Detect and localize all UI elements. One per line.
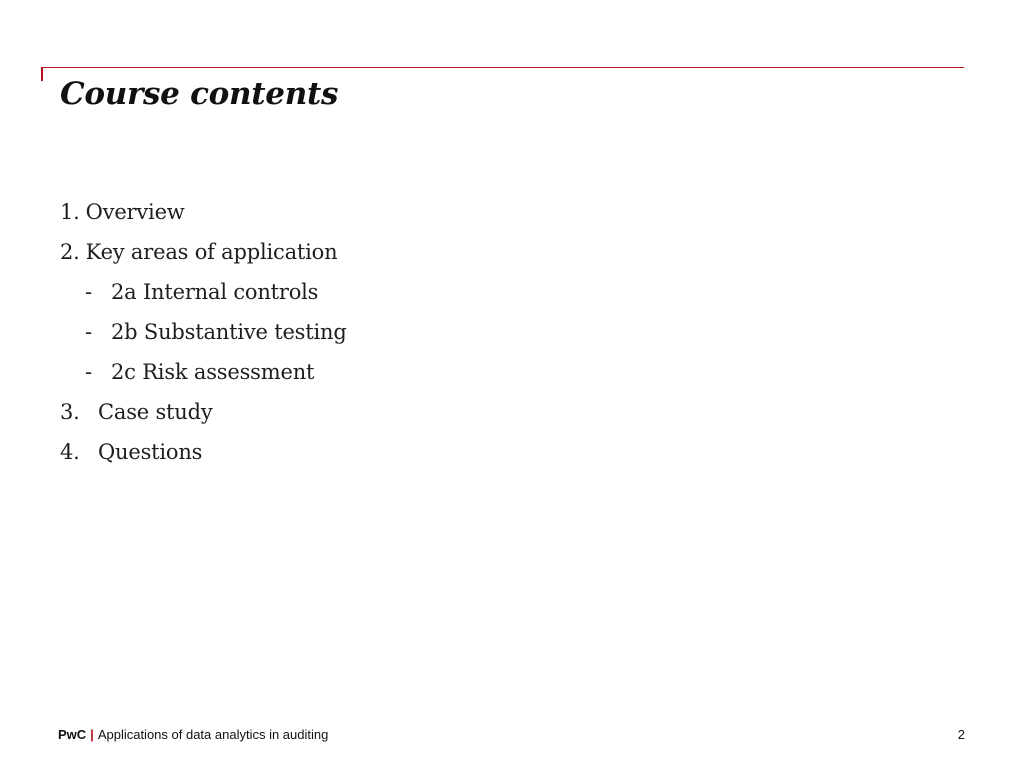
sub-item-text: 2a Internal controls	[111, 280, 319, 304]
course-contents-list	[60, 196, 347, 476]
sub-item-risk-assessment	[60, 356, 347, 396]
sub-item-text: 2b Substantive testing	[111, 320, 347, 344]
list-item-questions	[60, 436, 347, 476]
list-item-text: Case study	[98, 400, 213, 424]
sub-item-internal-controls	[60, 276, 347, 316]
list-item-text: Questions	[98, 440, 203, 464]
list-item-text: Overview	[85, 200, 185, 224]
sub-item-bullet: -	[85, 320, 92, 344]
list-item-case-study	[60, 396, 347, 436]
list-item-text: Key areas of application	[85, 240, 338, 264]
list-item-number: 2.	[60, 240, 80, 264]
sub-item-bullet: -	[85, 360, 92, 384]
header-rule	[41, 67, 964, 68]
page-number: 2	[957, 727, 965, 742]
sub-item-text: 2c Risk assessment	[111, 360, 315, 384]
header-rule-tick	[41, 67, 43, 81]
sub-item-bullet: -	[85, 280, 92, 304]
list-item-key-areas	[60, 236, 347, 276]
sub-item-substantive-testing	[60, 316, 347, 356]
list-item-number: 4.	[60, 440, 80, 464]
footer-presentation-title: Applications of data analytics in auditing	[97, 727, 329, 742]
list-item-number: 1.	[60, 200, 80, 224]
list-item-number: 3.	[60, 400, 80, 424]
footer-separator: |	[90, 727, 94, 742]
slide-title: Course contents	[60, 76, 339, 112]
footer	[58, 727, 328, 742]
footer-brand: PwC	[58, 727, 87, 742]
list-item-overview	[60, 196, 347, 236]
